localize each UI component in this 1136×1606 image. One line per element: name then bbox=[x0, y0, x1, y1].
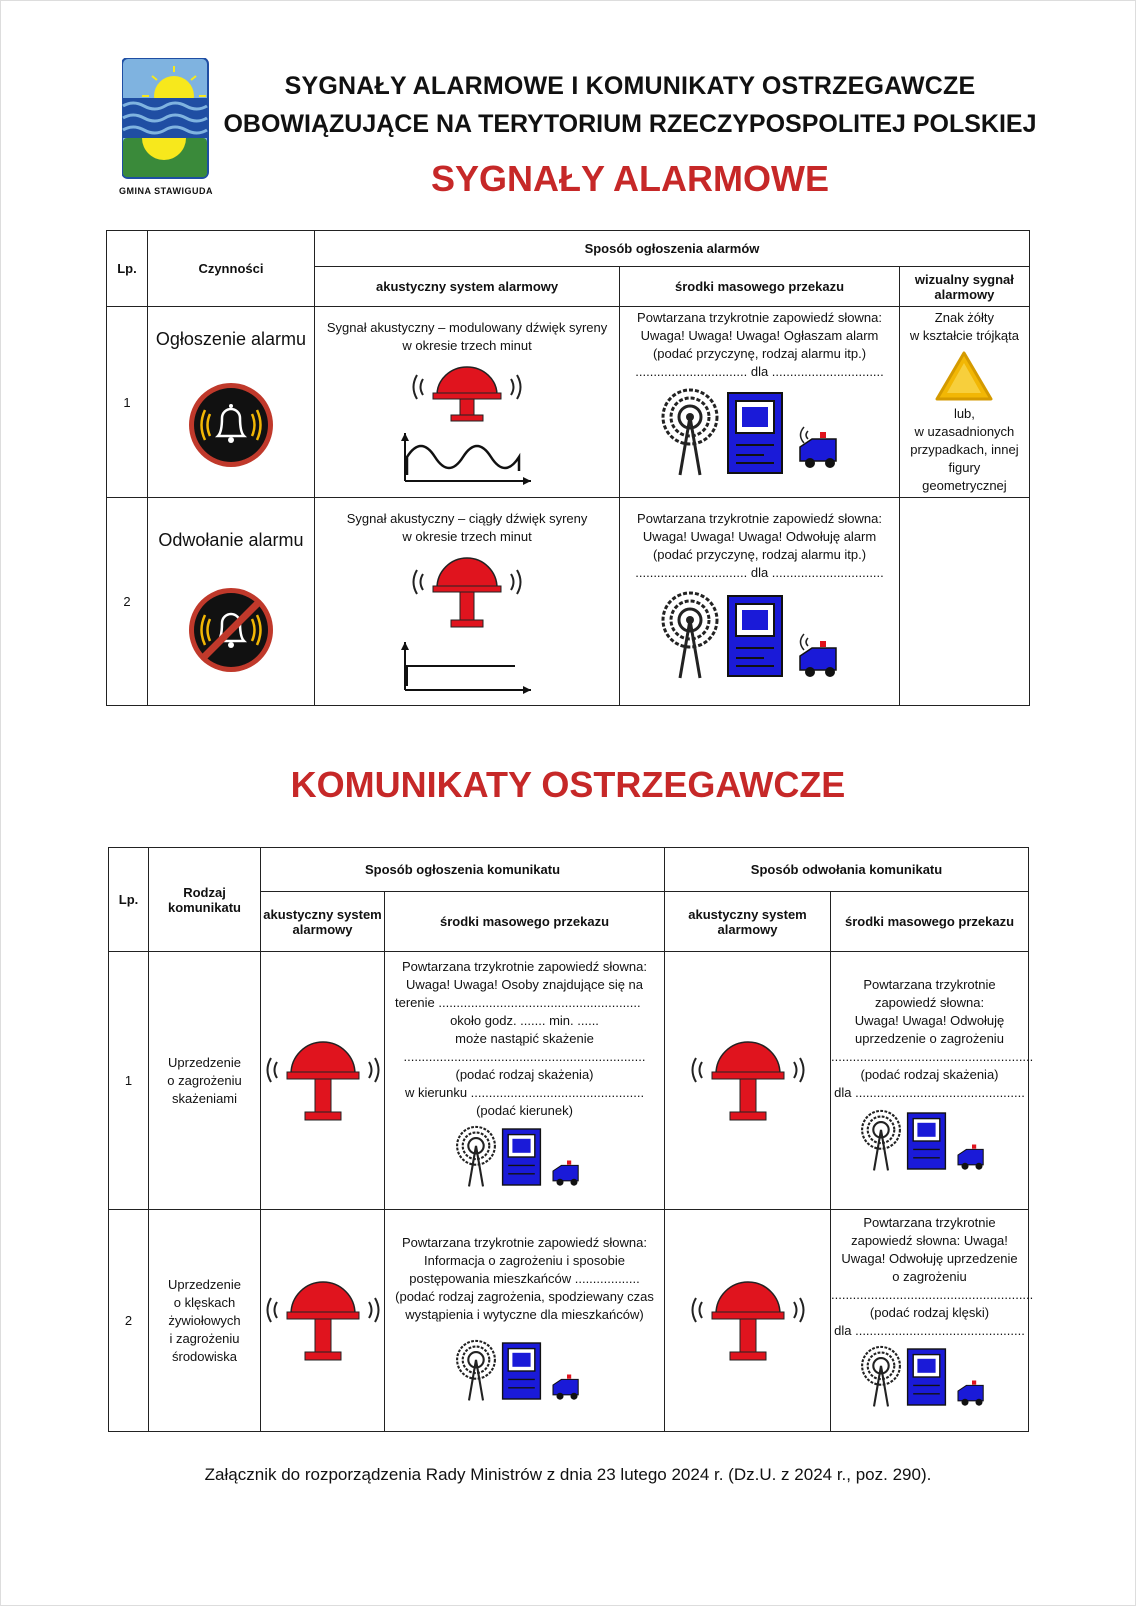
t2-row1-cancel-line6: (podać rodzaj skażenia) bbox=[860, 1067, 999, 1082]
t2-row1-announce-siren bbox=[261, 952, 385, 1210]
t2-row1-media-line2: Uwaga! Uwaga! Osoby znajdujące się na bbox=[405, 977, 644, 992]
section2-title: KOMUNIKATY OSTRZEGAWCZE bbox=[290, 764, 846, 805]
row1-visual-line2: w kształcie trójkąta bbox=[909, 328, 1019, 343]
media-icons bbox=[455, 1338, 595, 1404]
col-announce-group: Sposób ogłoszenia alarmów bbox=[314, 231, 1029, 267]
bell-crossed-icon bbox=[186, 585, 276, 675]
t2-row1-cancel-line7: dla ............................................... bbox=[834, 1085, 1025, 1100]
t2-row1-cancel-line1: Powtarzana trzykrotnie bbox=[863, 977, 996, 992]
siren-icon bbox=[407, 552, 527, 632]
police-car-icon bbox=[800, 427, 836, 468]
tv-computer-icon bbox=[728, 393, 782, 473]
t2-row1-cancel-siren bbox=[665, 952, 831, 1210]
t2-row1-lp: 1 bbox=[109, 952, 149, 1210]
media-icons bbox=[860, 1108, 1000, 1174]
t2-row2-cancel-media bbox=[831, 1210, 1034, 1432]
row2-media-cell bbox=[620, 498, 900, 706]
col-cancel-media: środki masowego przekazu bbox=[831, 892, 1029, 952]
row2-visual-cell bbox=[899, 498, 1029, 706]
media-icons bbox=[455, 1124, 595, 1190]
t2-row2-announce-media bbox=[385, 1210, 665, 1432]
siren-icon bbox=[263, 1276, 383, 1366]
siren-icon bbox=[688, 1276, 808, 1366]
t2-row1-media-line8: w kierunku ................................................ bbox=[404, 1085, 645, 1100]
t2-row2-cancel-line3: Uwaga! Odwołuję uprzedzenie bbox=[841, 1251, 1018, 1266]
t2-row1-media-line1: Powtarzana trzykrotnie zapowiedź słowna: bbox=[402, 959, 647, 974]
col-lp: Lp. bbox=[109, 848, 149, 952]
t2-row2-cancel-line2: zapowiedź słowna: Uwaga! bbox=[851, 1233, 1008, 1248]
t2-row2-type-line2: o klęskach bbox=[173, 1294, 236, 1310]
alarm-signals-table bbox=[106, 230, 1030, 706]
col-cancel-group: Sposób odwołania komunikatu bbox=[665, 848, 1029, 892]
warning-messages-table bbox=[108, 847, 1034, 1432]
row2-acoustic-line2: w okresie trzech minut bbox=[402, 529, 532, 544]
col-type: Rodzaj komunikatu bbox=[149, 848, 261, 952]
row1-media-cell bbox=[620, 307, 900, 498]
col-visual: wizualny sygnał alarmowy bbox=[899, 267, 1029, 307]
t2-row1-type-line3: skażeniami bbox=[171, 1090, 238, 1106]
t2-row1-cancel-line5: ........................................................ bbox=[831, 1049, 1034, 1064]
row1-visual-line3: lub, bbox=[953, 406, 975, 421]
row2-media-line3: (podać przyczynę, rodzaj alarmu itp.) bbox=[652, 547, 867, 562]
media-icons bbox=[860, 1344, 1000, 1410]
col-announce-acoustic: akustyczny system alarmowy bbox=[261, 892, 385, 952]
t2-row1-announce-media bbox=[385, 952, 665, 1210]
row1-visual-line5: przypadkach, innej bbox=[910, 442, 1019, 457]
t2-row2-cancel-line7: dla ............................................... bbox=[834, 1323, 1025, 1338]
row2-acoustic-cell bbox=[314, 498, 619, 706]
t2-row2-cancel-line5: ........................................................ bbox=[831, 1287, 1034, 1302]
row1-action-cell bbox=[147, 307, 314, 498]
t2-row1-cancel-media bbox=[831, 952, 1034, 1210]
siren-icon bbox=[688, 1036, 808, 1126]
row1-visual-line7: geometrycznej bbox=[922, 478, 1007, 493]
row1-media-line3: (podać przyczynę, rodzaj alarmu itp.) bbox=[652, 346, 867, 361]
t2-row2-type-line3: żywiołowych bbox=[168, 1312, 241, 1328]
t2-row1-cancel-line3: Uwaga! Uwaga! Odwołuję bbox=[854, 1013, 1005, 1028]
t2-row2-media-line5: wystąpienia i wytyczne dla mieszkańców) bbox=[405, 1307, 644, 1322]
t2-row2-cancel-line4: o zagrożeniu bbox=[892, 1269, 967, 1284]
t2-row2-cancel-line1: Powtarzana trzykrotnie bbox=[863, 1215, 996, 1230]
row1-visual-line1: Znak żółty bbox=[934, 310, 995, 325]
t2-row1-type-line1: Uprzedzenie bbox=[168, 1054, 241, 1070]
col-action: Czynności bbox=[147, 231, 314, 307]
t2-row1-media-line7: (podać rodzaj skażenia) bbox=[455, 1067, 594, 1082]
col-acoustic: akustyczny system alarmowy bbox=[314, 267, 619, 307]
t2-row2-cancel-line6: (podać rodzaj klęski) bbox=[869, 1305, 990, 1320]
t2-row1-media-line4: około godz. ....... min. ...... bbox=[450, 1013, 599, 1028]
col-cancel-acoustic: akustyczny system alarmowy bbox=[665, 892, 831, 952]
siren-icon bbox=[263, 1036, 383, 1126]
yellow-triangle-icon bbox=[933, 349, 995, 403]
t2-row1-cancel-line4: uprzedzenie o zagrożeniu bbox=[855, 1031, 1004, 1046]
row1-acoustic-line2: w okresie trzech minut bbox=[402, 338, 532, 353]
row2-media-line1: Powtarzana trzykrotnie zapowiedź słowna: bbox=[637, 511, 882, 526]
col-media: środki masowego przekazu bbox=[620, 267, 900, 307]
row1-lp: 1 bbox=[107, 307, 148, 498]
t2-row1-media-line5: może nastąpić skażenie bbox=[455, 1031, 594, 1046]
col-lp: Lp. bbox=[107, 231, 148, 307]
siren-icon bbox=[407, 361, 527, 423]
t2-row2-type bbox=[149, 1210, 261, 1432]
header-line-1: SYGNAŁY ALARMOWE I KOMUNIKATY OSTRZEGAWCZE bbox=[284, 72, 976, 100]
row2-acoustic-line1: Sygnał akustyczny – ciągły dźwięk syreny bbox=[346, 511, 588, 526]
t2-row2-media-line3: postępowania mieszkańców .................. bbox=[409, 1271, 640, 1286]
t2-row1-media-line3: terenie ........................................................ bbox=[395, 995, 641, 1010]
gmina-logo bbox=[119, 58, 213, 204]
t2-row1-media-line9: (podać kierunek) bbox=[476, 1103, 573, 1118]
media-icons bbox=[660, 590, 860, 682]
row1-visual-cell bbox=[899, 307, 1029, 498]
t2-row2-type-line4: i zagrożeniu bbox=[169, 1330, 240, 1346]
row2-media-line2: Uwaga! Uwaga! Uwaga! Odwołuję alarm bbox=[642, 529, 877, 544]
row1-visual-line4: w uzasadnionych bbox=[914, 424, 1015, 439]
row2-action: Odwołanie alarmu bbox=[158, 530, 304, 550]
t2-row1-type bbox=[149, 952, 261, 1210]
radio-tower-icon bbox=[663, 390, 717, 475]
row2-media-line4: ............................... dla ............................... bbox=[635, 565, 884, 580]
t2-row2-lp: 2 bbox=[109, 1210, 149, 1432]
t2-row1-cancel-line2: zapowiedź słowna: bbox=[874, 995, 985, 1010]
row2-action-cell bbox=[147, 498, 314, 706]
row2-lp: 2 bbox=[107, 498, 148, 706]
row1-acoustic-line1: Sygnał akustyczny – modulowany dźwięk syreny bbox=[326, 320, 608, 335]
row1-acoustic-cell bbox=[314, 307, 619, 498]
col-announce-media: środki masowego przekazu bbox=[385, 892, 665, 952]
t2-row2-media-line1: Powtarzana trzykrotnie zapowiedź słowna: bbox=[402, 1235, 647, 1250]
t2-row1-media-line6: ................................................................... bbox=[403, 1049, 646, 1064]
header-line-2: OBOWIĄZUJĄCE NA TERYTORIUM RZECZYPOSPOLITEJ POLSKIEJ bbox=[223, 110, 1037, 138]
media-icons bbox=[660, 387, 860, 479]
col-announce-group: Sposób ogłoszenia komunikatu bbox=[261, 848, 665, 892]
t2-row1-type-line2: o zagrożeniu bbox=[167, 1072, 242, 1088]
t2-row2-type-line1: Uprzedzenie bbox=[168, 1276, 241, 1292]
continuous-signal-graph bbox=[397, 638, 537, 694]
t2-row2-media-line2: Informacja o zagrożeniu i sposobie bbox=[424, 1253, 625, 1268]
row1-media-line4: ............................... dla ............................... bbox=[635, 364, 884, 379]
footer-note: Załącznik do rozporządzenia Rady Ministrów z dnia 23 lutego 2024 r. (Dz.U. z 2024 r., poz. 290). bbox=[204, 1465, 932, 1484]
row1-action: Ogłoszenie alarmu bbox=[155, 329, 306, 349]
t2-row2-announce-siren bbox=[261, 1210, 385, 1432]
t2-row2-media-line4: (podać rodzaj zagrożenia, spodziewany czas bbox=[395, 1289, 654, 1304]
logo-text: GMINA STAWIGUDA bbox=[119, 186, 213, 196]
section1-title: SYGNAŁY ALARMOWE bbox=[430, 158, 829, 199]
bell-icon bbox=[186, 380, 276, 470]
row1-media-line2: Uwaga! Uwaga! Uwaga! Ogłaszam alarm bbox=[640, 328, 879, 343]
row1-media-line1: Powtarzana trzykrotnie zapowiedź słowna: bbox=[637, 310, 882, 325]
modulated-wave-graph bbox=[397, 427, 537, 485]
t2-row2-cancel-siren bbox=[665, 1210, 831, 1432]
t2-row2-type-line5: środowiska bbox=[171, 1348, 238, 1364]
row1-visual-line6: figury bbox=[948, 460, 981, 475]
